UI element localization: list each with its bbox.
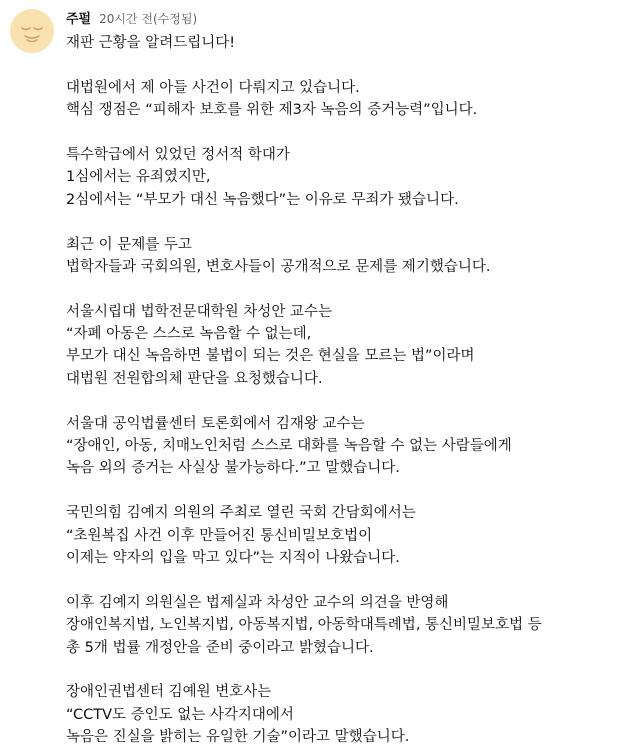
comment-line: 재판 근황을 알려드립니다!: [66, 35, 236, 51]
comment-line: “CCTV도 증인도 없는 사각지대에서: [66, 706, 294, 723]
comment-line: 대법원에서 제 아들 사건이 다뤄지고 있습니다.: [66, 79, 360, 96]
comment-line: [66, 278, 632, 300]
comment-line: [66, 569, 632, 591]
comment-line: [66, 480, 632, 502]
comment-line: 이제는 약자의 입을 막고 있다”는 지적이 나왔습니다.: [66, 549, 400, 566]
avatar[interactable]: [10, 9, 54, 53]
comment-line: 부모가 대신 녹음하면 불법이 되는 것은 현실을 모르는 법”이라며: [66, 348, 475, 365]
comment-body: [66, 9, 632, 749]
comment-line: [66, 122, 632, 144]
comment-line: 최근 이 문제를 두고: [66, 236, 192, 253]
comment-author[interactable]: 주펄: [66, 12, 92, 27]
comment-line: 1심에서는 유죄였지만,: [66, 169, 211, 186]
comment-line: 법학자들과 국회의원, 변호사들이 공개적으로 문제를 제기했습니다.: [66, 258, 491, 275]
comment-line: 총 5개 법률 개정안을 준비 중이라고 밝혔습니다.: [66, 639, 374, 656]
comment-line: 핵심 쟁점은 “피해자 보호를 위한 제3자 녹음의 증거능력”입니다.: [66, 102, 478, 119]
comment-line: “자폐 아동은 스스로 녹음할 수 없는데,: [66, 326, 312, 343]
sleepy-face-avatar-icon: [10, 9, 54, 53]
comment-line: 녹음은 진실을 밝히는 유일한 기술”이라고 말했습니다.: [66, 729, 410, 746]
comment-line: “장애인, 아동, 치매노인처럼 스스로 대화를 녹음할 수 없는 사람들에게: [66, 438, 512, 455]
comment-line: [66, 211, 632, 233]
comment-line: “초원복집 사건 이후 만들어진 통신비밀보호법이: [66, 527, 373, 544]
comment-line: 장애인복지법, 노인복지법, 아동복지법, 아동학대특례법, 통신비밀보호법 등: [66, 617, 542, 634]
comment-line: 장애인권법센터 김예원 변호사는: [66, 684, 272, 701]
comment-line: 국민의힘 김예지 의원의 주최로 열린 국회 간담회에서는: [66, 505, 416, 522]
comment-line: 녹음 외의 증거는 사실상 불가능하다.”고 말했습니다.: [66, 460, 400, 477]
comment-line: [66, 54, 632, 76]
comment-timestamp[interactable]: 20시간 전(수정됨): [99, 12, 198, 26]
comment-line: 특수학급에서 있었던 정서적 학대가: [66, 146, 290, 163]
comment-text: [66, 32, 632, 749]
comment-line: 2심에서는 “부모가 대신 녹음했다”는 이유로 무죄가 됐습니다.: [66, 191, 459, 208]
comment-line: 대법원 전원합의체 판단을 요청했습니다.: [66, 370, 323, 387]
comment-thread-item: [10, 9, 632, 749]
comment-line: [66, 390, 632, 412]
comment-header: [66, 9, 632, 29]
comment-line: [66, 659, 632, 681]
comment-line: 이후 김예지 의원실은 법제실과 차성안 교수의 의견을 반영해: [66, 594, 449, 611]
comment-line: 서울시립대 법학전문대학원 차성안 교수는: [66, 303, 332, 320]
comment-line: 서울대 공익법률센터 토론회에서 김재왕 교수는: [66, 415, 365, 432]
